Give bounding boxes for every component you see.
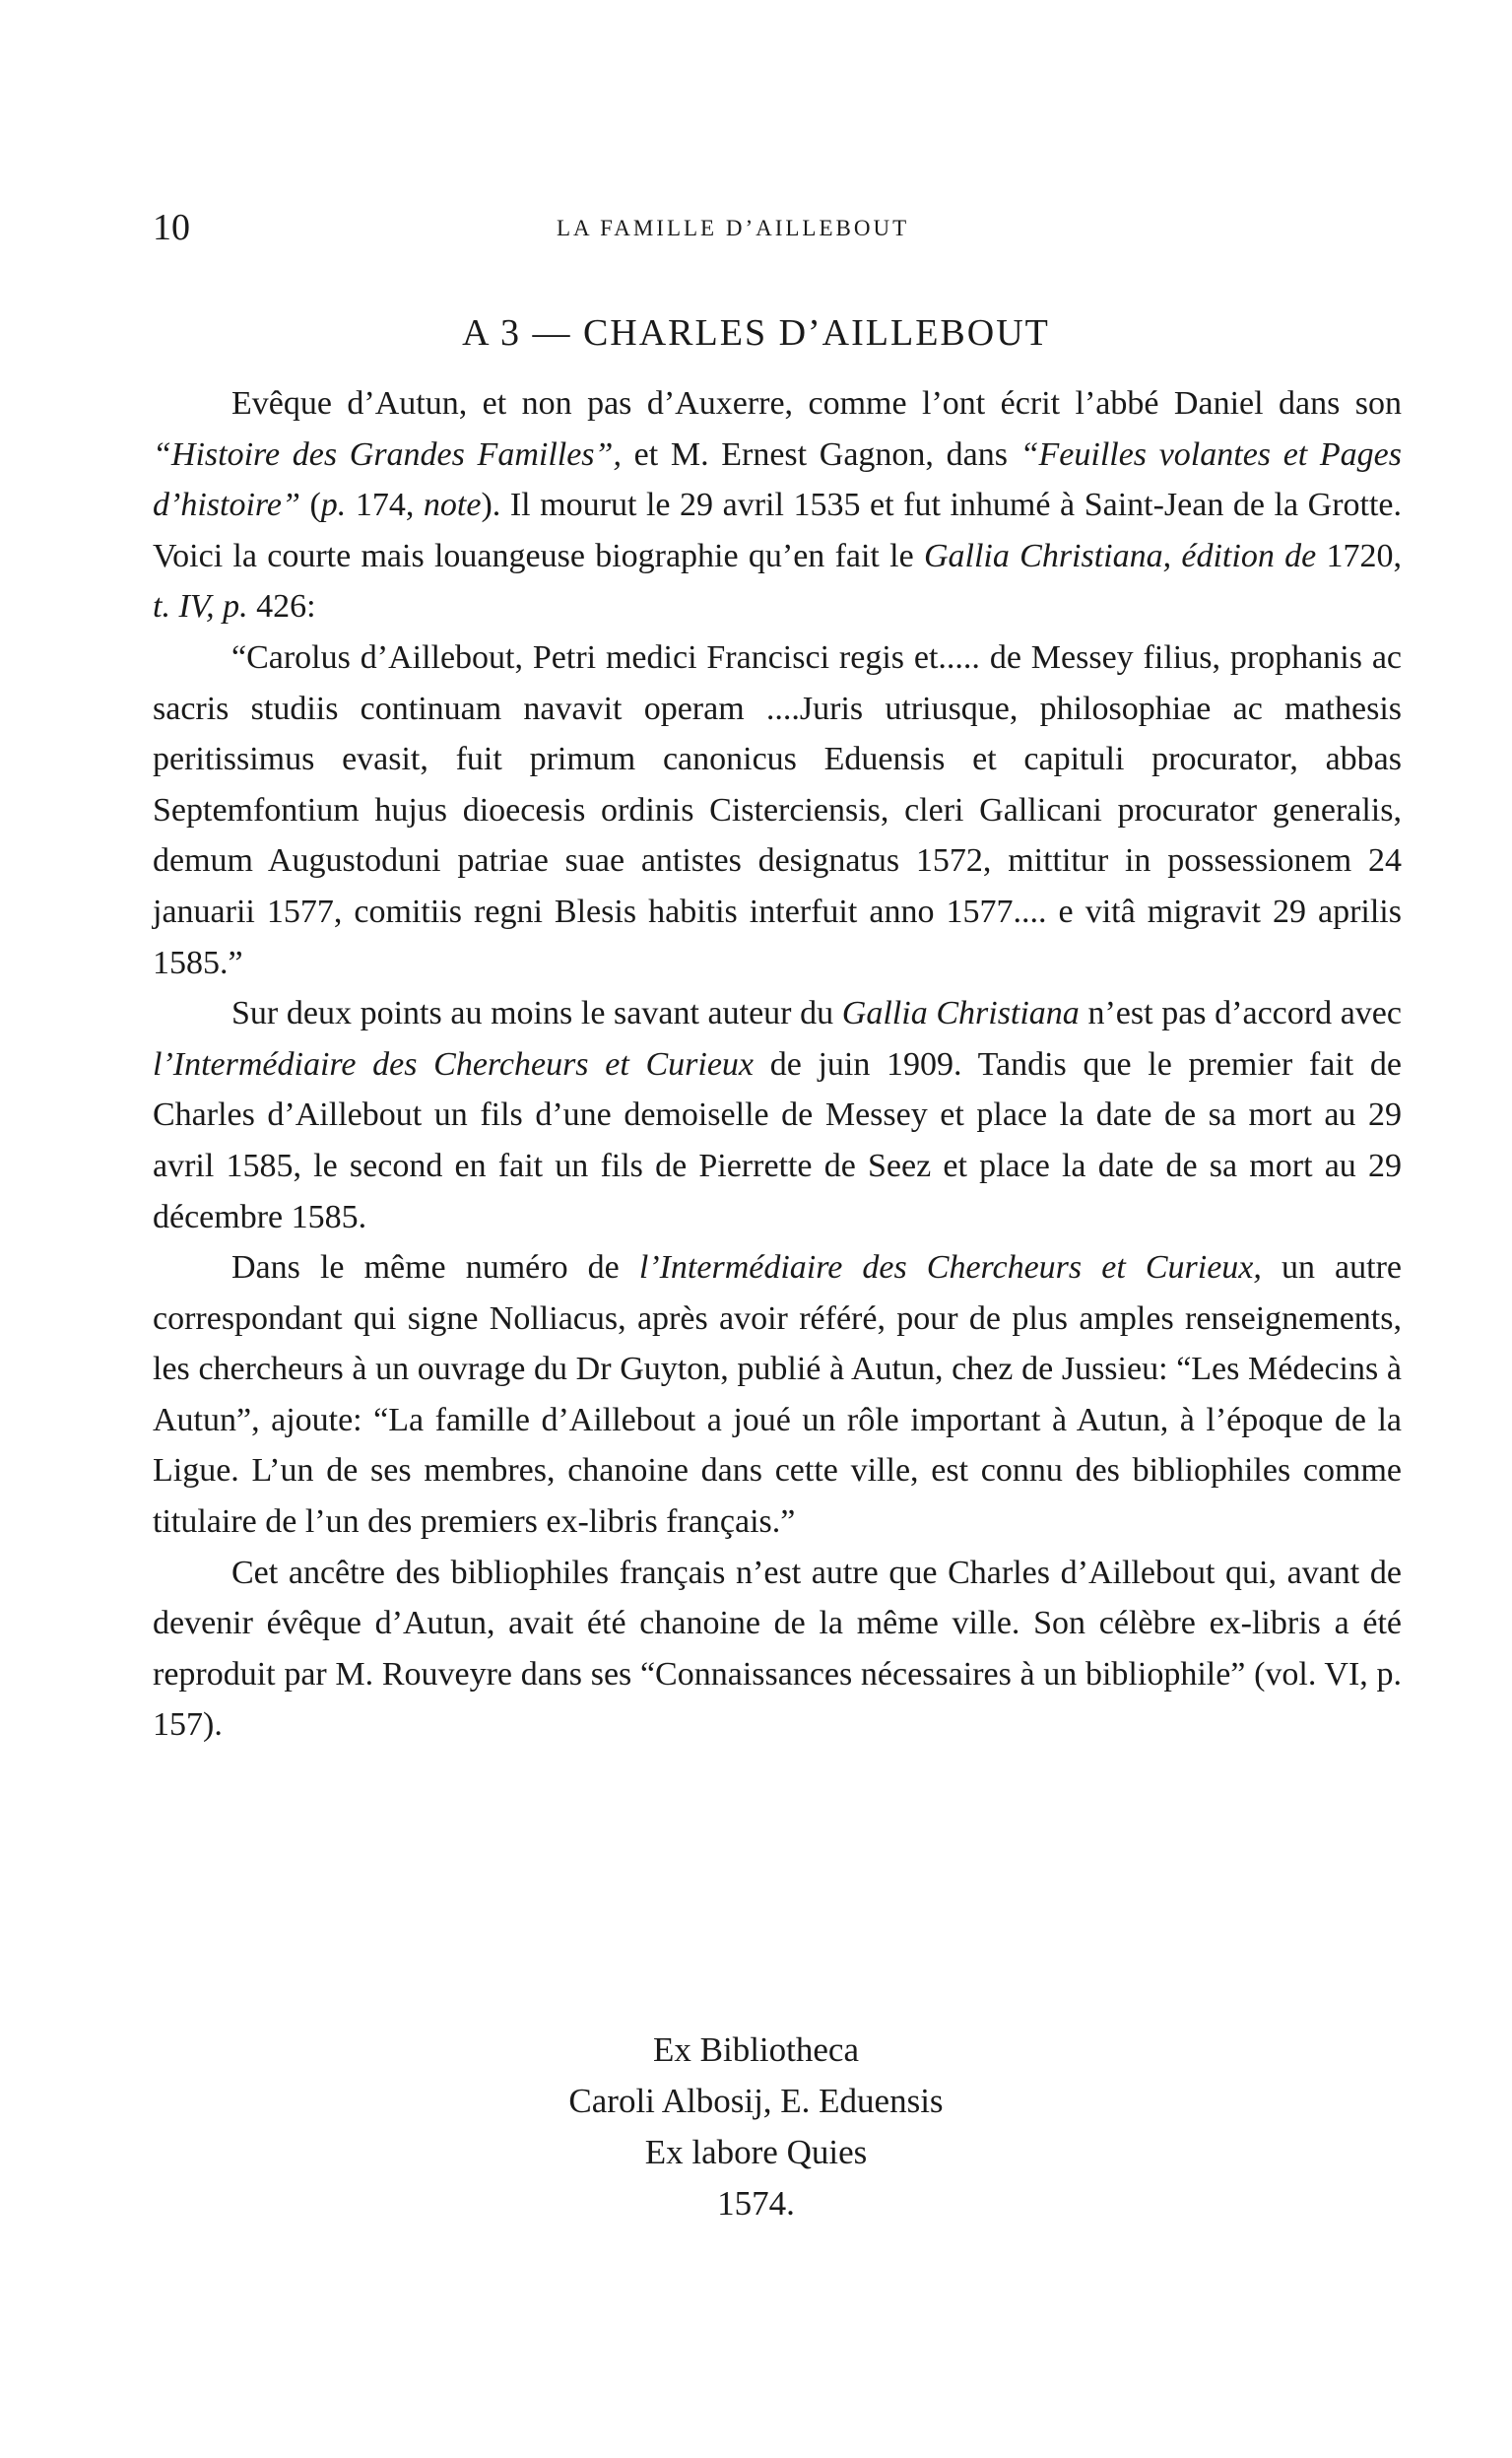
italic-text: Gallia Christiana, édition de xyxy=(923,537,1317,574)
italic-text: “Feuilles volantes et Pages d’histoire” xyxy=(153,435,1402,524)
text-run: ( xyxy=(299,487,321,524)
italic-text: note xyxy=(423,487,482,524)
ex-libris-inscription xyxy=(0,2025,1512,2229)
chapter-title: A 3 — CHARLES D’AILLEBOUT xyxy=(462,312,1050,354)
ex-libris-line: 1574. xyxy=(717,2184,795,2223)
text-run: ). Il mourut le 29 avril 1535 et fut inhumé à Saint-Jean de la Grotte. Voici la courte mais louangeuse biographie qu’en fait le xyxy=(153,487,1402,574)
text-run: Sur deux points au moins le savant auteur du xyxy=(231,995,842,1032)
text-run: “Carolus d’Aillebout, Petri medici Francisci regis et..... de Messey filius, prophanis ac sacris studiis continuam navavit operam ....Juris utriusque, philosophiae ac mathesis peritissimus evasit, fuit primum canonicus Eduensis et capituli procurator, abbas Septemfontium hujus dioecesis ordinis Cisterciensis, cleri Gallicani procurator generalis, demum Augustoduni patriae suae antistes designatus 1572, mittitur in possessionem 24 januarii 1577, comitiis regni Blesis habitis interfuit anno 1577.... e vitâ migravit 29 aprilis 1585.” xyxy=(153,638,1402,981)
paragraph xyxy=(153,632,1402,988)
running-title: LA FAMILLE D’AILLEBOUT xyxy=(557,216,910,240)
text-run: 426: xyxy=(247,588,316,626)
text-run: de juin 1909. Tandis que le premier fait de Charles d’Aillebout un fils d’une demoiselle de Messey et place la date de sa mort au 29 avril 1585, le second en fait un fils de Pierrette de Seez et place la date de sa mort au 29 décembre 1585. xyxy=(153,1045,1402,1235)
paragraph xyxy=(153,1242,1402,1548)
text-run: Evêque d’Autun, et non pas d’Auxerre, comme l’ont écrit l’abbé Daniel dans son xyxy=(231,385,1402,422)
italic-text: “Histoire des Grandes Familles”, xyxy=(153,435,622,473)
ex-libris-line: Ex labore Quies xyxy=(644,2133,868,2171)
text-run: Cet ancêtre des bibliophiles français n’est autre que Charles d’Aillebout qui, avant de devenir évêque d’Autun, avait été chanoine de la même ville. Son célèbre ex-libris a été reproduit par M. Rouveyre dans ses “Connaissances nécessaires à un bibliophile” (vol. VI, p. 157). xyxy=(153,1554,1402,1744)
italic-text: t. IV, p. xyxy=(153,588,248,626)
text-run: et M. Ernest Gagnon, dans xyxy=(621,435,1020,473)
text-run: Dans le même numéro de xyxy=(231,1249,639,1287)
paragraph xyxy=(153,378,1402,632)
running-head xyxy=(153,203,1404,252)
paragraph xyxy=(153,1548,1402,1751)
text-run: 1720, xyxy=(1316,537,1402,574)
text-run: un autre correspondant qui signe Nolliacus, après avoir référé, pour de plus amples renseignements, les chercheurs à un ouvrage du Dr Guyton, publié à Autun, chez de Jussieu: “Les Médecins à Autun”, ajoute: “La famille d’Aillebout a joué un rôle important à Autun, à l’époque de la Ligue. L’un de ses membres, chanoine dans cette ville, est connu des bibliophiles comme titulaire de l’un des premiers ex-libris français.” xyxy=(153,1249,1402,1541)
page-number: 10 xyxy=(153,207,190,248)
italic-text: p. xyxy=(320,487,347,524)
ex-libris-line: Ex Bibliotheca xyxy=(653,2030,859,2069)
paragraph xyxy=(153,988,1402,1242)
italic-text: Gallia Christiana xyxy=(841,995,1080,1032)
ex-libris-line: Caroli Albosij, E. Eduensis xyxy=(568,2082,944,2120)
text-run: n’est pas d’accord avec xyxy=(1079,995,1402,1032)
italic-text: l’Intermédiaire des Chercheurs et Curieux xyxy=(153,1045,754,1083)
italic-text: l’Intermédiaire des Chercheurs et Curieux, xyxy=(638,1249,1262,1287)
text-run: 174, xyxy=(346,487,424,524)
body-text xyxy=(153,378,1402,1751)
